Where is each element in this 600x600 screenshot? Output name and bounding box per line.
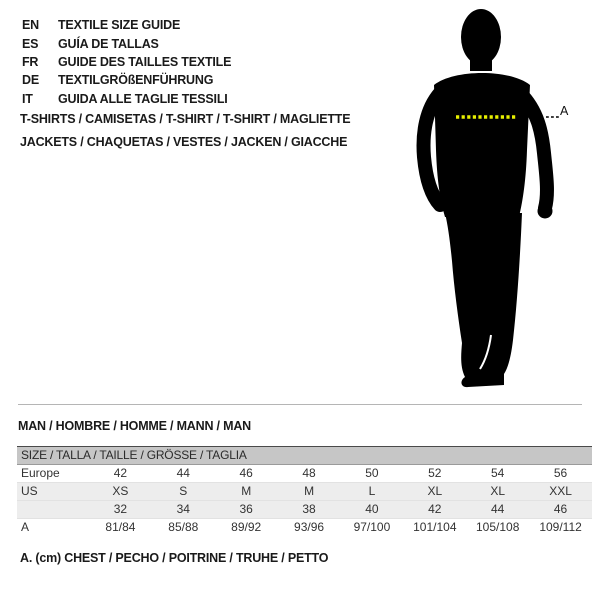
size-cell: 52: [428, 466, 442, 480]
table-row-us-numeric: [17, 501, 592, 519]
size-cell: 36: [239, 502, 253, 516]
lang-code: DE: [22, 73, 39, 88]
row-label: [17, 501, 89, 518]
size-cell: 56: [553, 466, 568, 480]
size-cell: 54: [491, 466, 505, 480]
man-silhouette: [424, 9, 553, 387]
man-silhouette-svg: [370, 5, 570, 395]
size-cell: 81/84: [105, 520, 136, 534]
size-cell: 40: [365, 502, 379, 516]
size-cell: 46: [553, 502, 568, 516]
size-cell: L: [368, 484, 376, 498]
section-heading-man: MAN / HOMBRE / HOMME / MANN / MAN: [18, 419, 251, 433]
garment-categories: [20, 108, 350, 154]
lang-code: ES: [22, 36, 39, 51]
lang-label: GUIDA ALLE TAGLIE TESSILI: [58, 91, 228, 106]
size-cell: 109/112: [539, 520, 582, 534]
measurement-footnote: A. (cm) CHEST / PECHO / POITRINE / TRUHE / PETTO: [20, 551, 329, 565]
lang-row-en: [22, 16, 231, 34]
size-cell: M: [304, 484, 315, 498]
lang-code: IT: [22, 91, 33, 106]
lang-label: GUIDE DES TAILLES TEXTILE: [58, 54, 232, 69]
size-table: [17, 446, 592, 536]
size-cell: 44: [491, 502, 505, 516]
size-cell: XXL: [549, 484, 572, 498]
lang-label: TEXTILGRÖßENFÜHRUNG: [58, 73, 214, 88]
lang-label: GUÍA DE TALLAS: [58, 36, 159, 51]
size-cell: S: [179, 484, 188, 498]
language-guide-list: [22, 16, 231, 108]
size-cell: 105/108: [475, 520, 520, 534]
lang-code: FR: [22, 54, 39, 69]
lang-code: EN: [22, 18, 39, 33]
category-tshirts: T-SHIRTS / CAMISETAS / T-SHIRT / T-SHIRT / MAGLIETTE: [20, 112, 351, 126]
size-cell: 101/104: [413, 520, 457, 534]
category-jackets: JACKETS / CHAQUETAS / VESTES / JACKEN / GIACCHE: [20, 135, 348, 149]
size-cell: 50: [365, 466, 379, 480]
size-table-header: SIZE / TALLA / TAILLE / GRÖSSE / TAGLIA: [17, 447, 592, 465]
size-cell: 34: [176, 502, 190, 516]
size-cell: XL: [427, 484, 443, 498]
table-row-us: [17, 483, 592, 501]
size-cell: 97/100: [353, 520, 391, 534]
lang-row-de: [22, 71, 231, 89]
table-row-europe: [17, 465, 592, 483]
man-silhouette-figure: [370, 5, 570, 395]
measurement-label-a: A: [560, 104, 569, 118]
lang-row-es: [22, 34, 231, 52]
size-cell: 38: [302, 502, 316, 516]
horizontal-divider: [18, 404, 582, 405]
size-cell: M: [241, 484, 252, 498]
table-row-chest: [17, 519, 592, 536]
lang-row-it: [22, 90, 231, 108]
size-cell: 42: [113, 466, 128, 480]
size-cell: 93/96: [294, 520, 325, 534]
row-label: Europe: [21, 466, 60, 480]
size-cell: XL: [490, 484, 506, 498]
right-hand: [538, 204, 553, 219]
size-cell: 85/88: [168, 520, 199, 534]
size-cell: XS: [112, 484, 129, 498]
size-cell: 48: [302, 466, 316, 480]
size-cell: 46: [239, 466, 253, 480]
size-cell: 44: [176, 466, 190, 480]
size-cell: 42: [428, 502, 442, 516]
lang-label: TEXTILE SIZE GUIDE: [58, 18, 181, 33]
size-cell: 89/92: [231, 520, 262, 534]
size-cell: 32: [113, 502, 128, 516]
lang-row-fr: [22, 53, 231, 71]
row-label: US: [21, 484, 38, 498]
row-label: A: [21, 520, 30, 534]
